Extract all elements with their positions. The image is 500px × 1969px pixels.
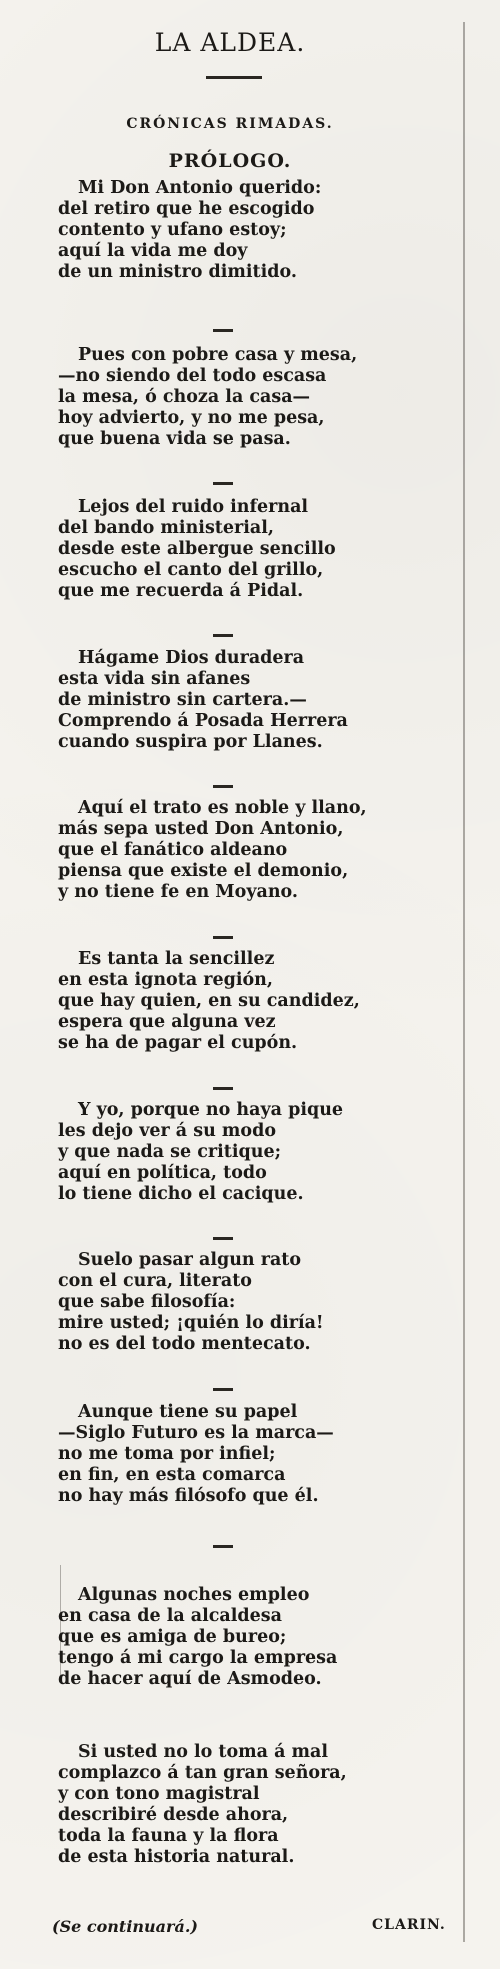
verse-line: que es amiga de bureo;: [58, 1627, 287, 1647]
verse-line: Lejos del ruido infernal: [78, 497, 309, 517]
verse-line: de un ministro dimitido.: [58, 262, 297, 282]
verse-line: que hay quien, en su candidez,: [58, 991, 360, 1011]
author-signature: CLARIN.: [372, 1917, 446, 1933]
verse-line: toda la fauna y la flora: [58, 1826, 279, 1846]
verse-line: espera que alguna vez: [58, 1012, 276, 1032]
verse-line: cuando suspira por Llanes.: [58, 732, 323, 752]
stanza-divider: [213, 1237, 233, 1240]
verse-line: Y yo, porque no haya pique: [78, 1100, 344, 1120]
stanza: [58, 1250, 458, 1355]
verse-line: de ministro sin cartera.—: [58, 690, 307, 710]
verse-line: Aquí el trato es noble y llano,: [78, 798, 367, 818]
stanza-divider: [213, 329, 233, 332]
verse-line: Comprendo á Posada Herrera: [58, 711, 348, 731]
verse-line: en esta ignota región,: [58, 970, 273, 990]
verse-line: no es del todo mentecato.: [58, 1334, 311, 1354]
verse-line: más sepa usted Don Antonio,: [58, 819, 344, 839]
stanza-divider: [213, 1388, 233, 1391]
stanza-divider: [213, 482, 233, 485]
verse-line: no me toma por infiel;: [58, 1444, 276, 1464]
verse-line: describiré desde ahora,: [58, 1805, 289, 1825]
verse-line: que sabe filosofía:: [58, 1292, 236, 1312]
verse-line: piensa que existe el demonio,: [58, 861, 349, 881]
verse-line: de esta historia natural.: [58, 1847, 295, 1867]
verse-line: se ha de pagar el cupón.: [58, 1033, 298, 1053]
verse-line: que buena vida se pasa.: [58, 429, 291, 449]
verse-line: Algunas noches empleo: [78, 1585, 310, 1605]
verse-line: en casa de la alcaldesa: [58, 1606, 282, 1626]
stanza: [58, 497, 458, 602]
verse-line: con el cura, literato: [58, 1271, 252, 1291]
verse-line: aquí en política, todo: [58, 1163, 267, 1183]
verse-line: Mi Don Antonio querido:: [78, 178, 322, 198]
verse-line: aquí la vida me doy: [58, 241, 248, 261]
article-subtitle: CRÓNICAS RIMADAS.: [126, 116, 334, 132]
stanza: [58, 345, 458, 450]
verse-line: escucho el canto del grillo,: [58, 560, 324, 580]
verse-line: desde este albergue sencillo: [58, 539, 336, 559]
stanza-divider: [213, 1087, 233, 1090]
verse-line: Si usted no lo toma á mal: [78, 1742, 329, 1762]
article-title: LA ALDEA.: [154, 28, 306, 57]
verse-line: tengo á mi cargo la empresa: [58, 1648, 338, 1668]
verse-line: que el fanático aldeano: [58, 840, 288, 860]
stanza: [58, 648, 458, 753]
section-heading: PRÓLOGO.: [168, 150, 292, 172]
stanza: [58, 949, 458, 1054]
stanza-divider: [213, 634, 233, 637]
verse-line: que me recuerda á Pidal.: [58, 581, 304, 601]
verse-line: Es tanta la sencillez: [78, 949, 275, 969]
verse-line: Suelo pasar algun rato: [78, 1250, 302, 1270]
stanza: [58, 798, 458, 903]
verse-line: no hay más filósofo que él.: [58, 1486, 319, 1506]
verse-line: les dejo ver á su modo: [58, 1121, 277, 1141]
verse-line: complazco á tan gran señora,: [58, 1763, 347, 1783]
verse-line: lo tiene dicho el cacique.: [58, 1184, 304, 1204]
title-divider: [206, 76, 262, 79]
verse-line: en fin, en esta comarca: [58, 1465, 286, 1485]
verse-line: del bando ministerial,: [58, 518, 274, 538]
stanza: [58, 1402, 458, 1507]
verse-line: del retiro que he escogido: [58, 199, 315, 219]
verse-line: y con tono magistral: [58, 1784, 260, 1804]
stanza-divider: [213, 1545, 233, 1548]
stanza: [58, 1742, 458, 1868]
verse-line: Aunque tiene su papel: [78, 1402, 298, 1422]
verse-line: la mesa, ó choza la casa—: [58, 387, 311, 407]
verse-line: Pues con pobre casa y mesa,: [78, 345, 358, 365]
verse-line: —Siglo Futuro es la marca—: [58, 1423, 334, 1443]
continued-note: (Se continuará.): [52, 1917, 198, 1936]
verse-line: contento y ufano estoy;: [58, 220, 287, 240]
stanza: [58, 1585, 458, 1690]
column-rule: [463, 22, 465, 1942]
verse-line: de hacer aquí de Asmodeo.: [58, 1669, 322, 1689]
verse-line: y que nada se critique;: [58, 1142, 282, 1162]
verse-line: esta vida sin afanes: [58, 669, 251, 689]
stanza: [58, 178, 458, 283]
stanza-divider: [213, 936, 233, 939]
verse-line: —no siendo del todo escasa: [58, 366, 327, 386]
verse-line: mire usted; ¡quién lo diría!: [58, 1313, 324, 1333]
verse-line: Hágame Dios duradera: [78, 648, 305, 668]
stanza: [58, 1100, 458, 1205]
verse-line: y no tiene fe en Moyano.: [58, 882, 299, 902]
stanza-divider: [213, 785, 233, 788]
verse-line: hoy advierto, y no me pesa,: [58, 408, 325, 428]
